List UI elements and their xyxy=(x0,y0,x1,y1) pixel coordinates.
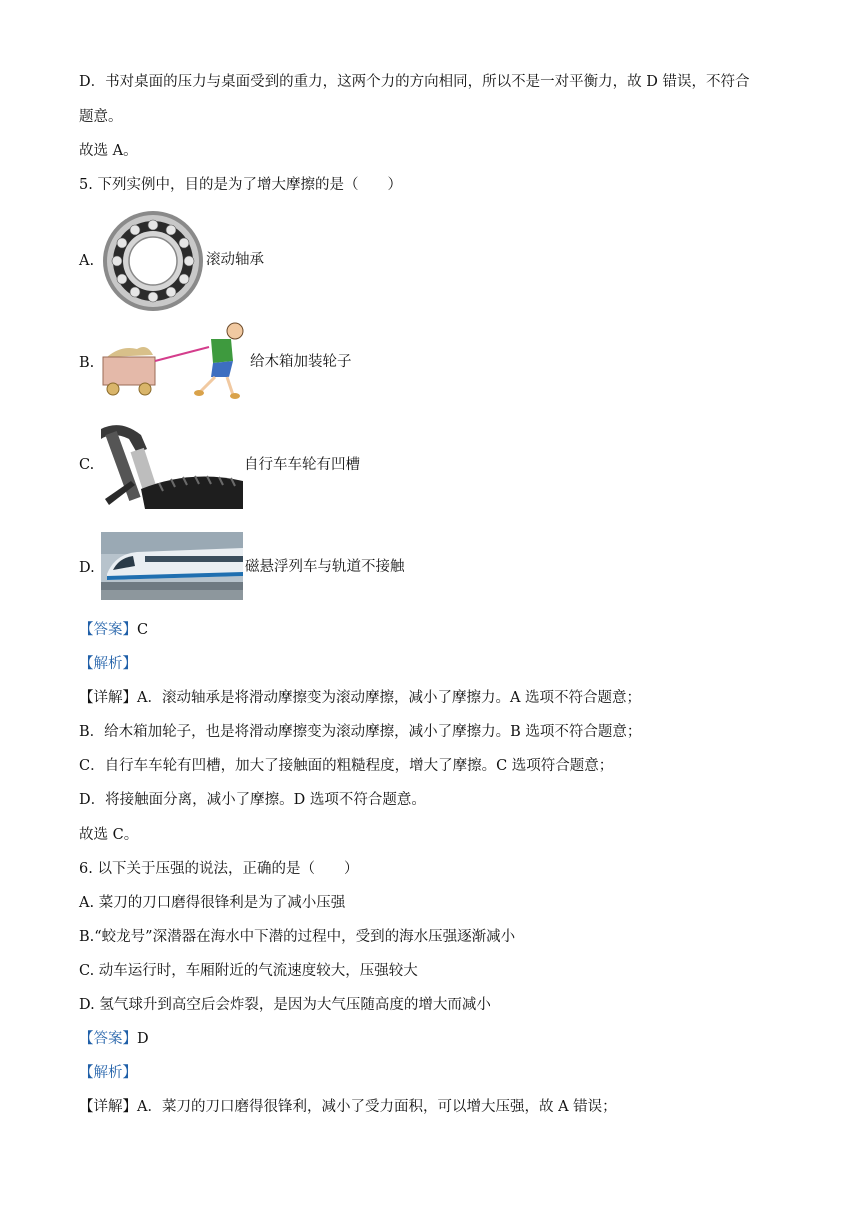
q6-detail-a: A．菜刀的刀口磨得很锋利，减小了受力面积，可以增大压强，故 A 错误； xyxy=(137,1099,617,1115)
prev-line-1: D．书对桌面的压力与桌面受到的重力，这两个力的方向相同，所以不是一对平衡力，故 D 错误，不符合 xyxy=(79,74,750,90)
q6-answer: D xyxy=(137,1031,149,1047)
prev-choose: 故选 A。 xyxy=(79,143,138,159)
q6-option-b: B.“蛟龙号”深潜器在海水中下潜的过程中，受到的海水压强逐渐减小 xyxy=(79,929,516,945)
q5-choose: 故选 C。 xyxy=(79,827,139,843)
q6-analysis-tag: 【解析】 xyxy=(79,1065,137,1081)
prev-line-2: 题意。 xyxy=(79,109,123,125)
bicycle-tire-image xyxy=(101,419,243,509)
q5-option-b-text: 给木箱加装轮子 xyxy=(250,354,352,370)
q5-option-b-letter: B. xyxy=(79,355,95,371)
q6-stem: 6. 以下关于压强的说法，正确的是（ ） xyxy=(79,861,359,877)
q5-answer-line xyxy=(79,620,148,640)
q5-option-c-text: 自行车车轮有凹槽 xyxy=(244,457,360,473)
q6-option-d: D. 氢气球升到高空后会炸裂，是因为大气压随高度的增大而减小 xyxy=(79,997,491,1013)
q5-option-c-letter: C. xyxy=(79,457,95,473)
q5-detail-c: C．自行车车轮有凹槽，加大了接触面的粗糙程度，增大了摩擦。C 选项符合题意； xyxy=(79,758,614,774)
detail-tag: 【详解】 xyxy=(79,1099,137,1115)
q6-option-c: C. 动车运行时，车厢附近的气流速度较大，压强较大 xyxy=(79,963,418,979)
q5-detail-line-1 xyxy=(79,688,641,708)
q5-option-a-text: 滚动轴承 xyxy=(206,252,264,268)
maglev-train-image xyxy=(101,532,243,600)
q5-option-a-letter: A. xyxy=(79,253,95,269)
q5-detail-b: B．给木箱加轮子，也是将滑动摩擦变为滚动摩擦，减小了摩擦力。B 选项不符合题意； xyxy=(79,724,642,740)
detail-tag: 【详解】 xyxy=(79,690,137,706)
q6-option-a: A. 菜刀的刀口磨得很锋利是为了减小压强 xyxy=(79,895,346,911)
q5-answer: C xyxy=(137,622,149,638)
ball-bearing-image xyxy=(101,209,205,313)
q5-option-d-text: 磁悬浮列车与轨道不接触 xyxy=(245,559,405,575)
boy-pulling-box-image xyxy=(101,321,247,399)
q5-detail-a: A．滚动轴承是将滑动摩擦变为滚动摩擦，减小了摩擦力。A 选项不符合题意； xyxy=(137,690,642,706)
q5-detail-d: D．将接触面分离，减小了摩擦。D 选项不符合题意。 xyxy=(79,792,426,808)
q5-stem: 5. 下列实例中，目的是为了增大摩擦的是（ ） xyxy=(79,177,402,193)
q5-analysis-tag: 【解析】 xyxy=(79,656,137,672)
answer-tag: 【答案】 xyxy=(79,1031,137,1047)
q6-detail-line-1 xyxy=(79,1097,617,1117)
answer-tag: 【答案】 xyxy=(79,622,137,638)
q5-option-d-letter: D. xyxy=(79,560,95,576)
q6-answer-line xyxy=(79,1029,149,1049)
